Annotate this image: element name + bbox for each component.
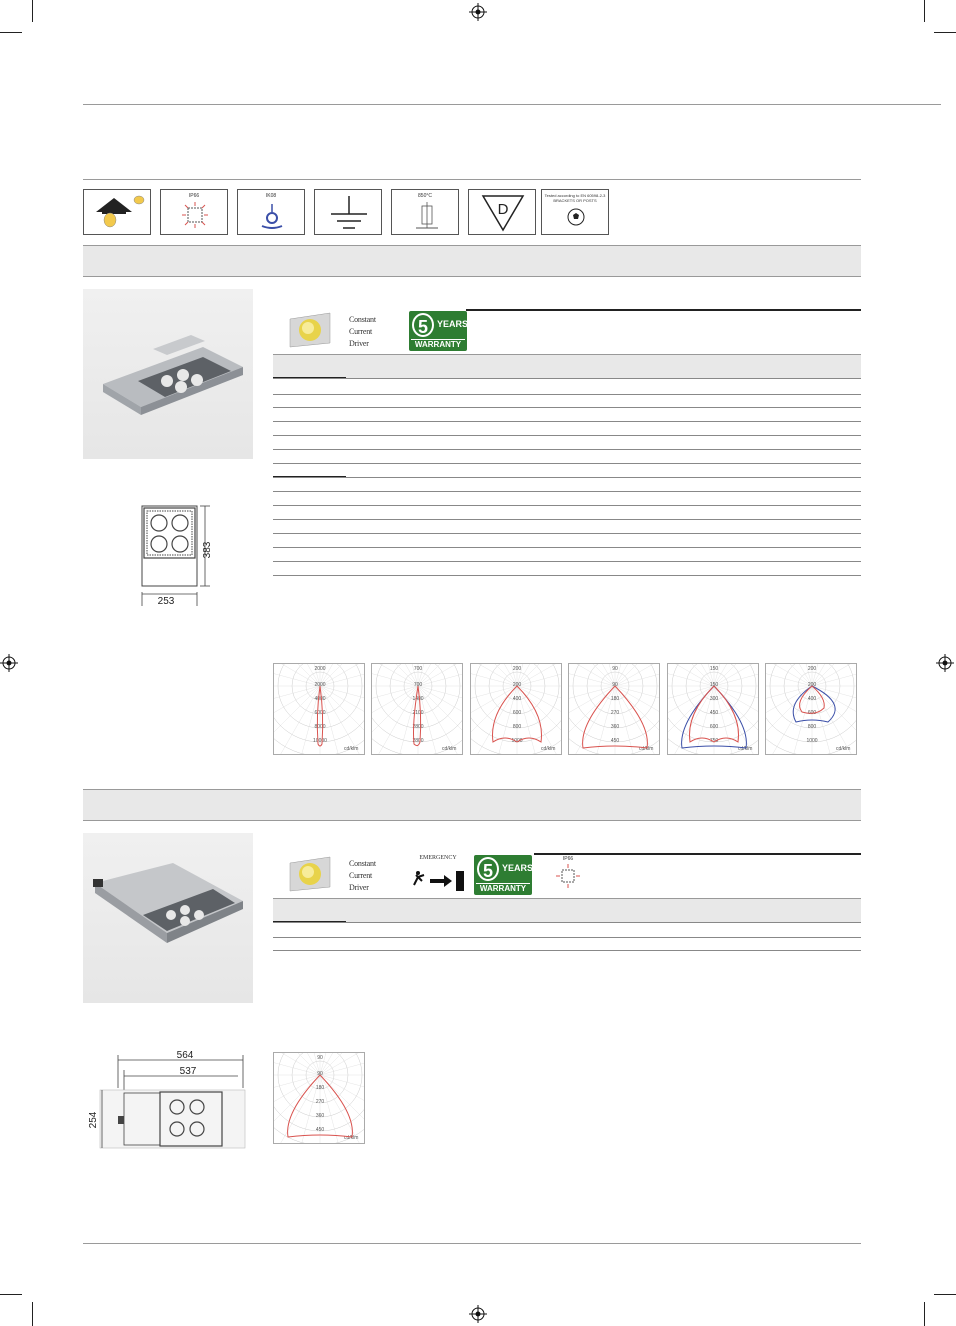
polar-grid-spoke [615,686,659,750]
polar-grid-spoke [274,1053,320,1075]
polar-grid-spoke [373,664,418,686]
registration-mark-icon [469,3,487,21]
polar-grid-spoke [372,664,418,686]
crop-mark [32,0,33,22]
spec-table-rule [273,435,861,436]
icon-label: IK08 [265,193,277,199]
polar-tick-label: 750 [709,738,719,744]
d-mark-icon [468,189,536,235]
polar-grid-ring [471,664,561,742]
spec-table-rule [273,533,861,534]
polar-tick-label: 90 [612,682,618,688]
polar-grid-spoke [668,664,714,686]
dimension-inner-label: 537 [179,1066,197,1077]
ccd-line: Constant [349,315,376,324]
icon-row-rule [83,179,861,180]
dimension-drawing [88,1050,248,1155]
constant-current-driver-badge [349,858,376,894]
warranty-years: YEARS [502,863,534,873]
crop-mark [924,0,925,22]
footer-rule [83,1243,861,1244]
polar-tick-label: 800 [512,724,522,730]
spec-table-rule [273,937,861,938]
polar-diagram [667,663,759,755]
polar-tick-label: 90 [317,1071,323,1077]
polar-tick-label: 200 [512,666,522,672]
polar-grid-ring [274,664,364,742]
indoor-outdoor-icon [83,189,151,235]
registration-mark-icon [936,654,954,672]
polar-grid-spoke [274,664,320,686]
polar-tick-label: 90 [317,1055,323,1061]
polar-tick-label: 300 [709,696,719,702]
ip66-icon [548,856,588,894]
polar-grid-spoke [766,686,812,750]
polar-tick-label: 400 [807,696,817,702]
warranty-badge [474,855,532,895]
ccd-line: Driver [349,883,369,892]
badge-rule [534,853,861,855]
emergency-badge [408,855,468,895]
spec-table-rule [273,950,861,951]
temperature-icon [391,189,459,235]
polar-diagram [273,1052,365,1144]
polar-grid-spoke [418,686,462,750]
polar-grid-spoke [569,664,615,686]
spec-table-header [273,354,861,379]
polar-grid-spoke [472,664,517,686]
polar-tick-label: 200 [807,666,817,672]
polar-tick-label: 2800 [412,738,424,744]
polar-grid-spoke [569,686,615,750]
polar-chart [274,1053,364,1143]
spec-table-rule [273,378,861,379]
crop-mark [924,1302,925,1326]
polar-tick-label: 270 [610,710,620,716]
dimension-outer-label: 564 [176,1050,194,1061]
polar-tick-label: 360 [315,1113,325,1119]
polar-grid-spoke [372,664,418,686]
spec-table-rule [273,922,861,923]
crop-mark [0,1294,22,1295]
dimension-width-label: 253 [157,596,175,607]
polar-tick-label: 150 [709,682,719,688]
polar-grid-spoke [275,664,320,686]
polar-grid-spoke [767,664,812,686]
ip-label: IP66 [562,856,574,862]
ccd-line: Current [349,327,373,336]
polar-grid-spoke [274,1053,320,1075]
polar-tick-label: 270 [315,1099,325,1105]
polar-tick-label: 4000 [314,696,326,702]
polar-grid-spoke [812,686,856,750]
polar-unit-label: cd/klm [738,746,753,752]
polar-tick-label: 600 [709,724,719,730]
polar-grid-spoke [274,664,320,686]
polar-unit-label: cd/klm [836,746,851,752]
polar-tick-label: 800 [807,724,817,730]
dimension-drawing [100,500,245,615]
crop-mark [32,1302,33,1326]
badge-rule [466,309,861,311]
warranty-badge [409,311,467,351]
polar-tick-label: 180 [610,696,620,702]
spec-table-rule [273,519,861,520]
ccd-line: Current [349,871,373,880]
polar-diagram [765,663,857,755]
polar-tick-label: 2100 [412,710,424,716]
spec-table-rule [273,561,861,562]
spec-table-rule [273,421,861,422]
earth-class-icon [314,189,382,235]
spec-table-rule [273,505,861,506]
polar-chart [668,664,758,754]
polar-tick-label: 700 [413,666,423,672]
icon-label: 850°C [418,193,432,199]
polar-chart [274,664,364,754]
polar-tick-label: 10000 [313,738,327,744]
warranty-number: 5 [412,313,434,337]
spec-table-header [273,898,861,923]
polar-tick-label: 150 [709,666,719,672]
spec-table-rule [273,491,861,492]
icon-label: IP66 [188,193,200,199]
polar-tick-label: 450 [610,738,620,744]
polar-tick-label: 600 [512,710,522,716]
spec-table-rule [273,477,861,478]
polar-tick-label: 2800 [412,724,424,730]
polar-diagram [470,663,562,755]
emergency-exit-icon [408,861,468,893]
crop-mark [934,1294,956,1295]
polar-grid-spoke [569,664,615,686]
polar-grid-spoke [372,664,418,686]
polar-tick-label: 700 [413,682,423,688]
polar-tick-label: 8000 [314,724,326,730]
polar-tick-label: 6000 [314,710,326,716]
spec-table-rule [273,449,861,450]
polar-grid-spoke [570,664,615,686]
polar-chart [569,664,659,754]
polar-tick-label: 1400 [412,696,424,702]
led-chip-icon [286,311,334,349]
polar-chart [372,664,462,754]
polar-grid-spoke [320,1075,364,1139]
header-rule [83,104,941,105]
polar-tick-label: 200 [807,682,817,688]
polar-grid-spoke [569,664,615,686]
polar-grid-spoke [274,1053,320,1075]
section-band [83,789,861,821]
polar-grid-spoke [471,686,517,750]
crop-mark [934,32,956,33]
polar-tick-label: 450 [709,710,719,716]
polar-grid-spoke [372,686,418,750]
polar-tick-label: 2000 [314,666,326,672]
emergency-label: EMERGENCY [419,855,457,861]
constant-current-driver-badge [349,314,376,350]
football-icon [541,189,609,235]
polar-unit-label: cd/klm [442,746,457,752]
warranty-word: WARRANTY [411,339,465,349]
polar-grid-spoke [274,1075,320,1139]
polar-diagram [371,663,463,755]
polar-unit-label: cd/klm [344,1135,359,1141]
polar-unit-label: cd/klm [639,746,654,752]
polar-chart [471,664,561,754]
polar-tick-label: 400 [512,696,522,702]
polar-grid-spoke [668,664,714,686]
section-band [83,245,861,277]
spec-table-rule [273,394,861,395]
spec-table-rule [273,575,861,576]
polar-diagram [568,663,660,755]
polar-grid-spoke [275,1053,320,1075]
polar-grid-spoke [668,686,714,750]
ip66-icon [160,189,228,235]
spec-table-rule [273,463,861,464]
icon-label: Tested according to EN 60598-2-3 BRACKETS OR POSTS [544,193,606,203]
dimension-height-label: 254 [88,1111,99,1129]
spec-table-rule [273,407,861,408]
warranty-word: WARRANTY [476,883,530,893]
spec-table-rule [273,547,861,548]
polar-grid-spoke [471,664,517,686]
polar-grid-spoke [471,664,517,686]
polar-grid-spoke [669,664,714,686]
crop-mark [0,32,22,33]
polar-unit-label: cd/klm [344,746,359,752]
ik08-icon [237,189,305,235]
registration-mark-icon [0,654,18,672]
ccd-line: Constant [349,859,376,868]
product-photo [83,289,253,459]
polar-diagram [273,663,365,755]
polar-grid-spoke [766,664,812,686]
polar-grid-spoke [668,664,714,686]
polar-grid-spoke [766,664,812,686]
polar-tick-label: 2000 [314,682,326,688]
icon-label: D [497,201,509,218]
polar-grid-spoke [471,664,517,686]
polar-grid-ring [766,664,856,742]
polar-grid-ring [372,664,462,742]
polar-tick-label: 1000 [806,738,818,744]
ccd-line: Driver [349,339,369,348]
registration-mark-icon [469,1305,487,1323]
polar-tick-label: 200 [512,682,522,688]
polar-chart [766,664,856,754]
polar-grid-spoke [766,664,812,686]
polar-tick-label: 600 [807,710,817,716]
polar-tick-label: 360 [610,724,620,730]
warranty-years: YEARS [437,319,469,329]
polar-unit-label: cd/klm [541,746,556,752]
dimension-height-label: 383 [202,541,213,559]
warranty-number: 5 [477,857,499,881]
polar-tick-label: 1000 [511,738,523,744]
led-chip-icon [286,855,334,893]
polar-tick-label: 90 [612,666,618,672]
product-photo [83,833,253,1003]
polar-grid-spoke [274,664,320,686]
polar-tick-label: 180 [315,1085,325,1091]
polar-tick-label: 450 [315,1127,325,1133]
